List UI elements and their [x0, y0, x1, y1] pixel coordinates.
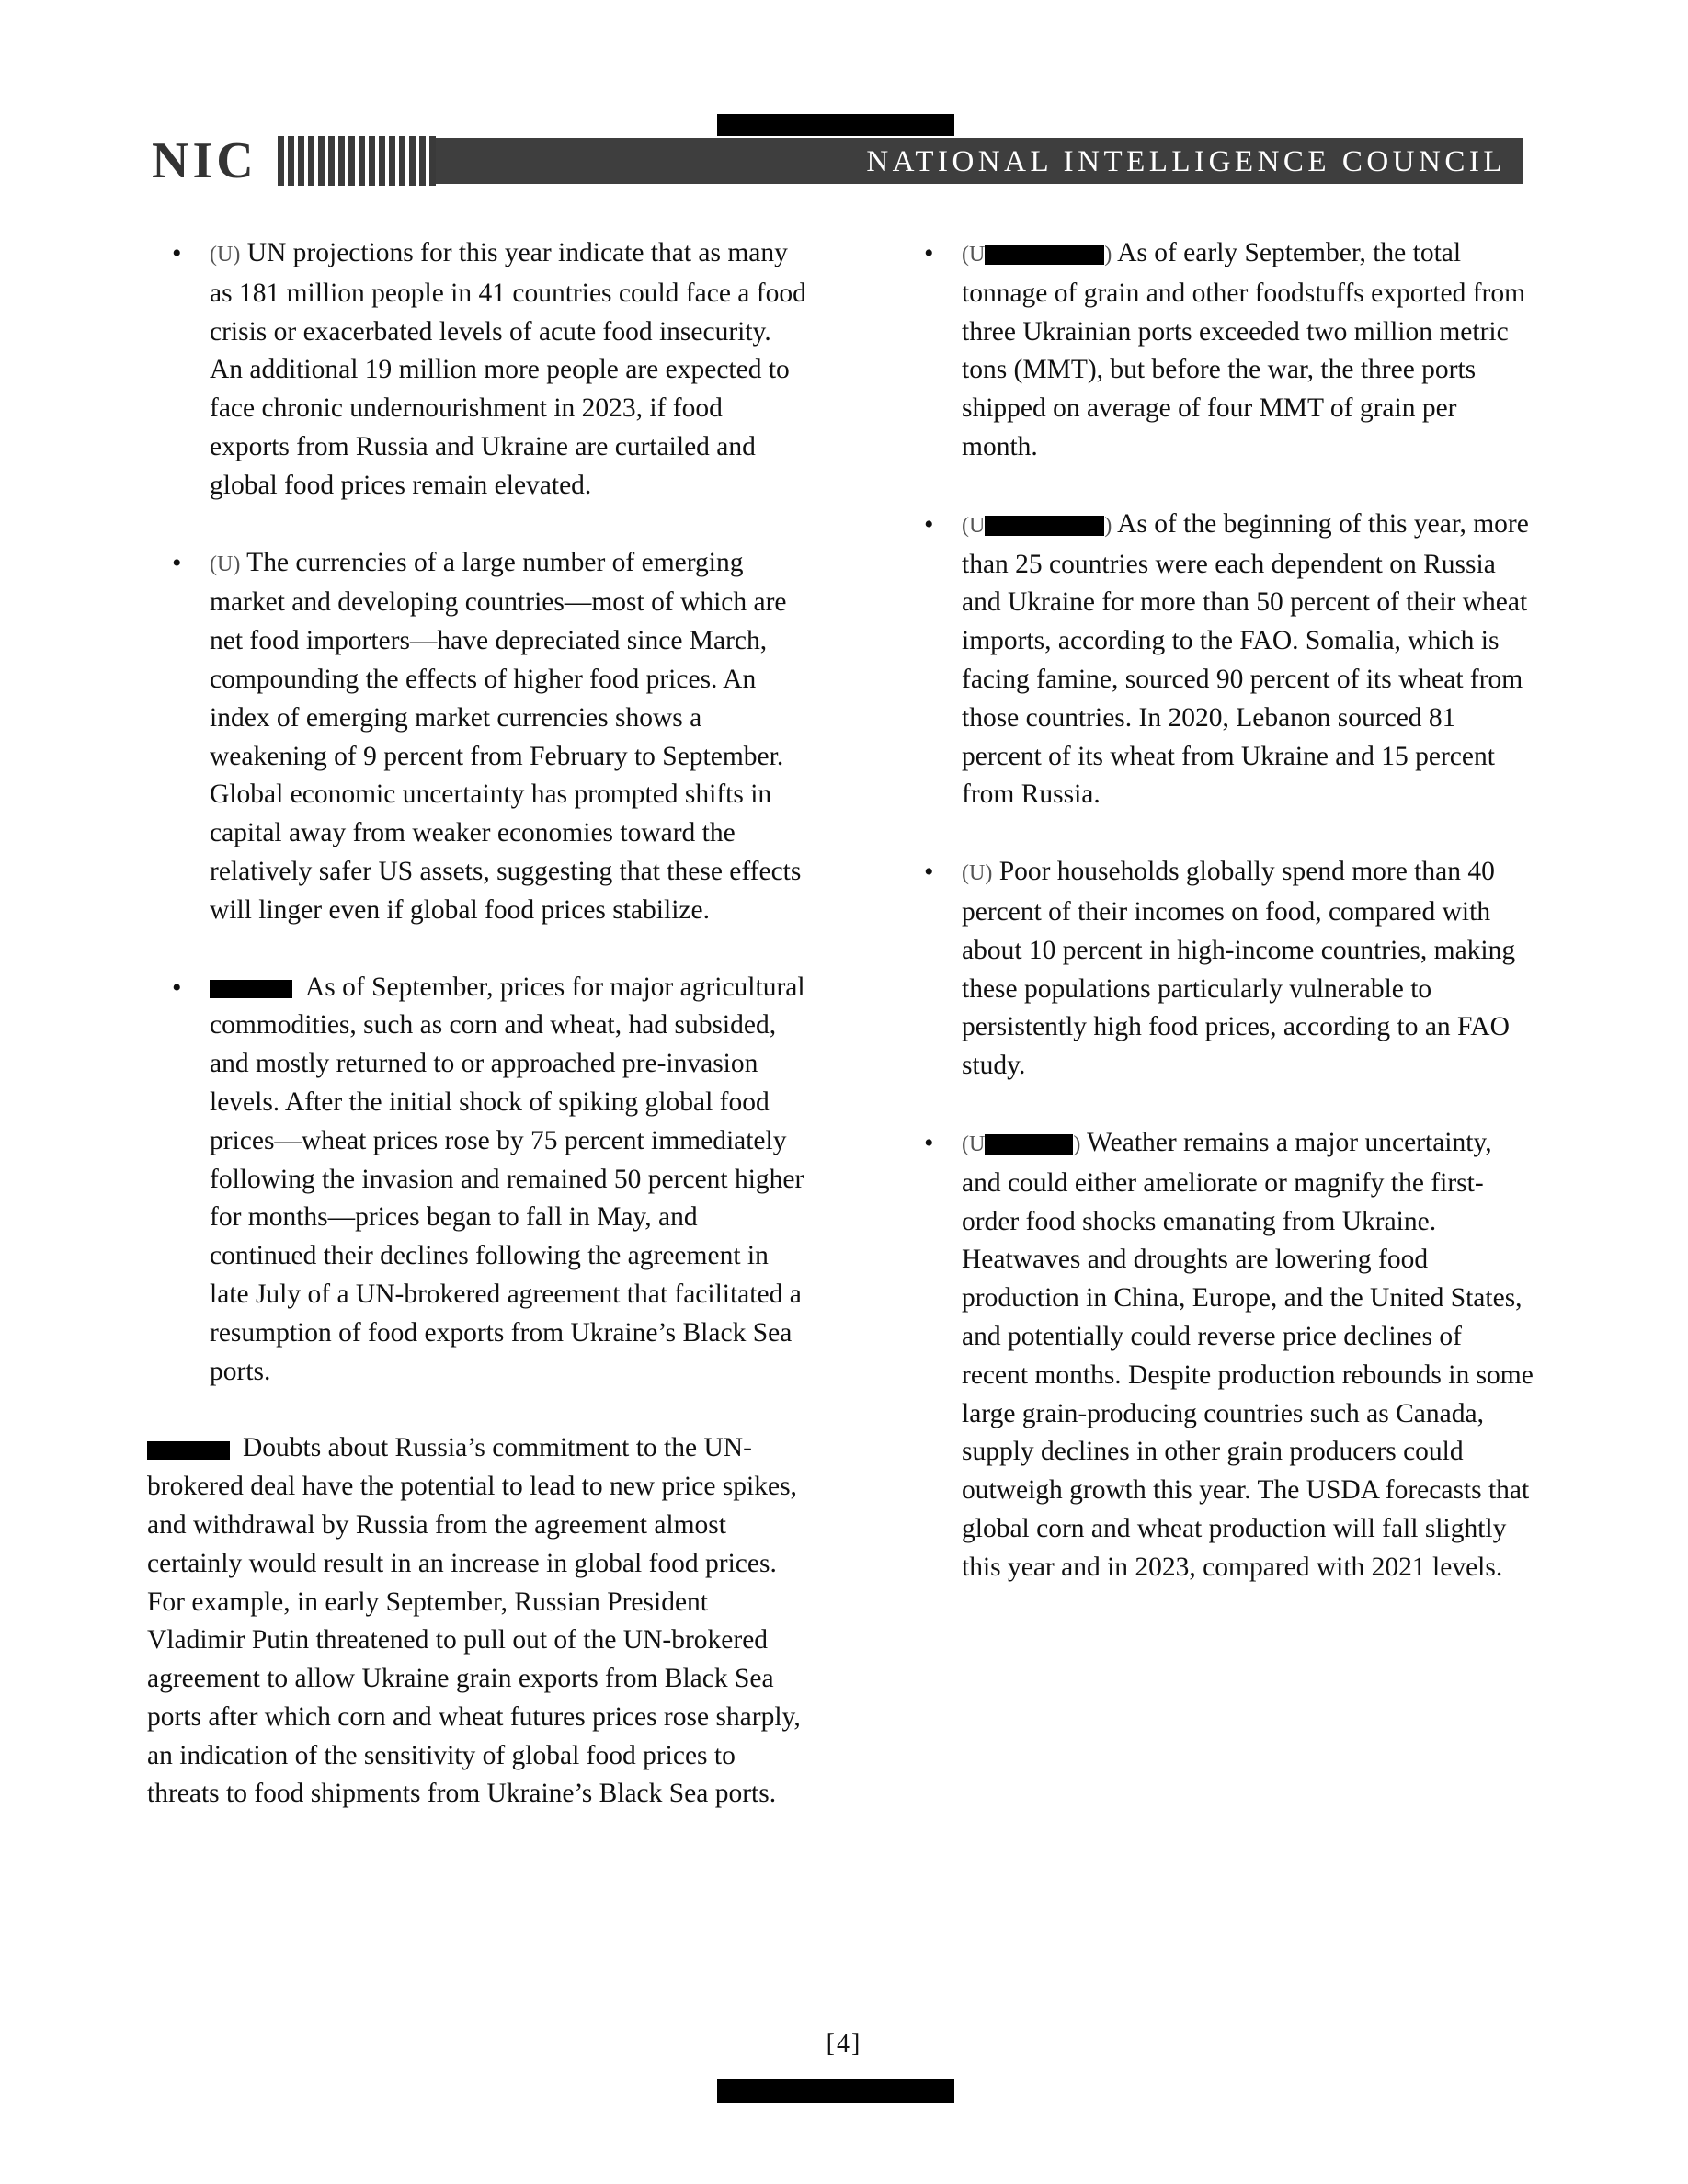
bullet-text: As of the beginning of this year, more than 25 countries were each dependent on Russia and Ukraine for more than 50 percent of their wheat imports, according to the FAO. Somalia, which is facing famine, sourced 90 percent of its wheat from those countries. In 2020, Lebanon sourced 81 percent of its wheat from Ukraine and 15 percent from Russia. — [962, 508, 1529, 810]
header-title: NATIONAL INTELLIGENCE COUNCIL — [866, 145, 1506, 178]
bullet-text: Poor households globally spend more than 40 percent of their incomes on food, compared with about 10 percent in high-income countries, making these populations particularly vulnerable to persistently high food prices, according to an FAO study. — [962, 857, 1516, 1081]
portion-marking-close: ) — [1104, 243, 1112, 267]
portion-marking-close: ) — [1073, 1132, 1081, 1156]
left-column — [147, 234, 809, 1814]
classification-bar-top — [717, 114, 954, 136]
redaction-block — [985, 516, 1104, 536]
body-paragraph — [147, 1429, 809, 1814]
bullet-item — [899, 853, 1534, 1086]
bullet-item — [899, 234, 1534, 467]
portion-marking-open: (U — [962, 513, 986, 538]
bullet-item — [899, 1124, 1534, 1587]
portion-marking-close: ) — [1104, 513, 1112, 538]
bullet-text: Weather remains a major uncertainty, and could either ameliorate or magnify the first-order food shocks emanating from Ukraine. Heatwaves and droughts are lowering food production in China, Europe, and the United States, and potentially could reverse price declines of recent months. Despite production rebounds in some large grain-producing countries such as Canada, supply declines in other grain producers could outweigh growth this year. The USDA forecasts that global corn and wheat production will fall slightly this year and in 2023, compared with 2021 levels. — [962, 1127, 1534, 1582]
redaction-block — [985, 245, 1104, 265]
classification-bar-bottom — [717, 2079, 954, 2103]
portion-marking: (U) — [210, 552, 241, 576]
redaction-block — [147, 1441, 230, 1460]
page-header — [152, 134, 1523, 188]
bullet-item — [899, 506, 1534, 814]
portion-marking: (U) — [962, 861, 993, 886]
bullet-text: UN projections for this year indicate that as many as 181 million people in 41 countries could face a food crisis or exacerbated levels of acute food insecurity. An additional 19 million more people are expected to face chronic undernourishment in 2023, if food exports from Russia and Ukraine are curtailed and global food prices remain elevated. — [210, 238, 806, 500]
header-band — [436, 138, 1523, 184]
logo-stripes — [278, 136, 436, 186]
redaction-block — [985, 1134, 1073, 1155]
nic-logo: NIC — [152, 132, 257, 189]
bullet-text: As of early September, the total tonnage of grain and other foodstuffs exported from three Ukrainian ports exceeded two million metric tons (MMT), but before the war, the three ports shipped on average of four MMT of grain per month. — [962, 238, 1526, 461]
portion-marking-open: (U — [962, 1132, 986, 1156]
paragraph-text: Doubts about Russia’s commitment to the UN-brokered deal have the potential to lead to new price spikes, and withdrawal by Russia from the agreement almost certainly would result in an increase in global food prices. For example, in early September, Russian President Vladimir Putin threatened to pull out of the UN-brokered agreement to allow Ukraine grain exports from Black Sea ports after which corn and wheat futures prices rose sharply, an indication of the sensitivity of global food prices to threats to food shipments from Ukraine’s Black Sea ports. — [147, 1433, 801, 1809]
right-column — [899, 234, 1534, 1626]
bullet-text: The currencies of a large number of emerging market and developing countries—most of which are net food importers—have depreciated since March, compounding the effects of higher food prices. An index of emerging market currencies shows a weakening of 9 percent from February to September. Global economic uncertainty has prompted shifts in capital away from weaker economies toward the relatively safer US assets, suggesting that these effects will linger even if global food prices stabilize. — [210, 547, 802, 925]
portion-marking: (U) — [210, 243, 241, 267]
bullet-text: As of September, prices for major agricultural commodities, such as corn and wheat, had subsided, and mostly returned to or approached pre-invasion levels. After the initial shock of spiking global food prices—wheat prices rose by 75 percent immediately following the invasion and remained 50 percent higher for months—prices began to fall in May, and continued their declines following the agreement in late July of a UN-brokered agreement that facilitated a resumption of food exports from Ukraine’s Black Sea ports. — [210, 972, 805, 1386]
page-number: [4] — [826, 2030, 862, 2058]
bullet-item — [147, 234, 809, 506]
redaction-block — [210, 980, 292, 998]
bullet-item — [147, 544, 809, 930]
portion-marking-open: (U — [962, 243, 986, 267]
bullet-item — [147, 969, 809, 1392]
